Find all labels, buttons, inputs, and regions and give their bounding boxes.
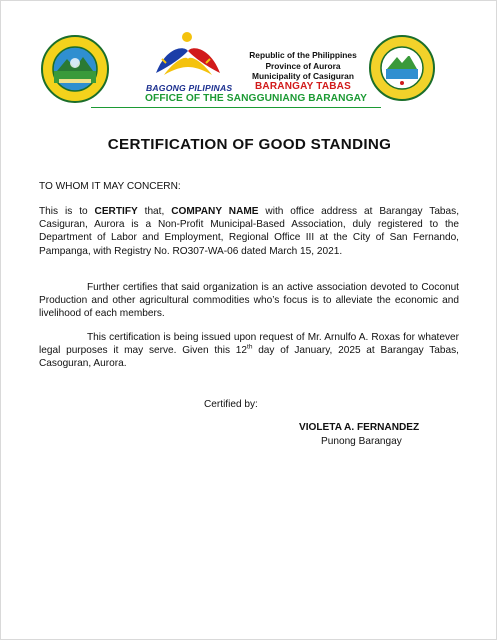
bagong-pilipinas-label: BAGONG PILIPINAS [146, 83, 233, 93]
company-name: COMPANY NAME [171, 206, 259, 217]
certify-word: CERTIFY [94, 206, 138, 217]
p3-text-b: day of January, 2025 at Barangay Tabas, Casoguran, Aurora. [39, 345, 459, 370]
office-title: OFFICE OF THE SANGGUNIANG BARANGAY [144, 93, 368, 104]
certification-paragraph-2: Further certifies that said organization is an active association devoted to Coconut Production and other agricultural commodities who’s focus is to alleviate the economic and livelihood of each members. [39, 282, 459, 320]
bagong-pilipinas-logo [144, 29, 233, 93]
p1-text-a: This is to [39, 206, 95, 217]
header-divider [91, 107, 381, 108]
certified-by-label: Certified by: [204, 399, 258, 410]
certification-paragraph-3 [39, 331, 459, 371]
certification-paragraph-1 [39, 205, 459, 258]
p1-text-c: with office address at Barangay Tabas, Casiguran, Aurora is a Non-Profit Municipal-Based Association, duly registered to the Department of Labor and Employment, Regional Office III at the City of San Fernando, Pampanga, with Registry No. RO307-WA-06 dated March 15, 2021. [39, 206, 460, 257]
municipality-line: Municipality of Casiguran [252, 71, 354, 82]
p1-text-b: that, [137, 206, 172, 217]
signer-title: Punong Barangay [321, 436, 402, 447]
barangay-line: BARANGAY TABAS [255, 80, 351, 92]
p3-text-a: This certification is being issued upon request of Mr. Arnulfo A. Roxas for whatever legal purposes it may serve. Given this 12 [39, 332, 459, 357]
salutation: TO WHOM IT MAY CONCERN: [39, 181, 181, 192]
signer-name: VIOLETA A. FERNANDEZ [299, 422, 420, 433]
ordinal-suffix: th [247, 343, 253, 351]
province-line: Province of Aurora [265, 60, 341, 71]
republic-line: Republic of the Philippines [249, 50, 357, 60]
barangay-tabas-seal [41, 35, 109, 103]
letterhead-text [233, 50, 373, 92]
document-title: CERTIFICATION OF GOOD STANDING [107, 136, 392, 153]
casiguran-municipal-seal [369, 35, 435, 101]
